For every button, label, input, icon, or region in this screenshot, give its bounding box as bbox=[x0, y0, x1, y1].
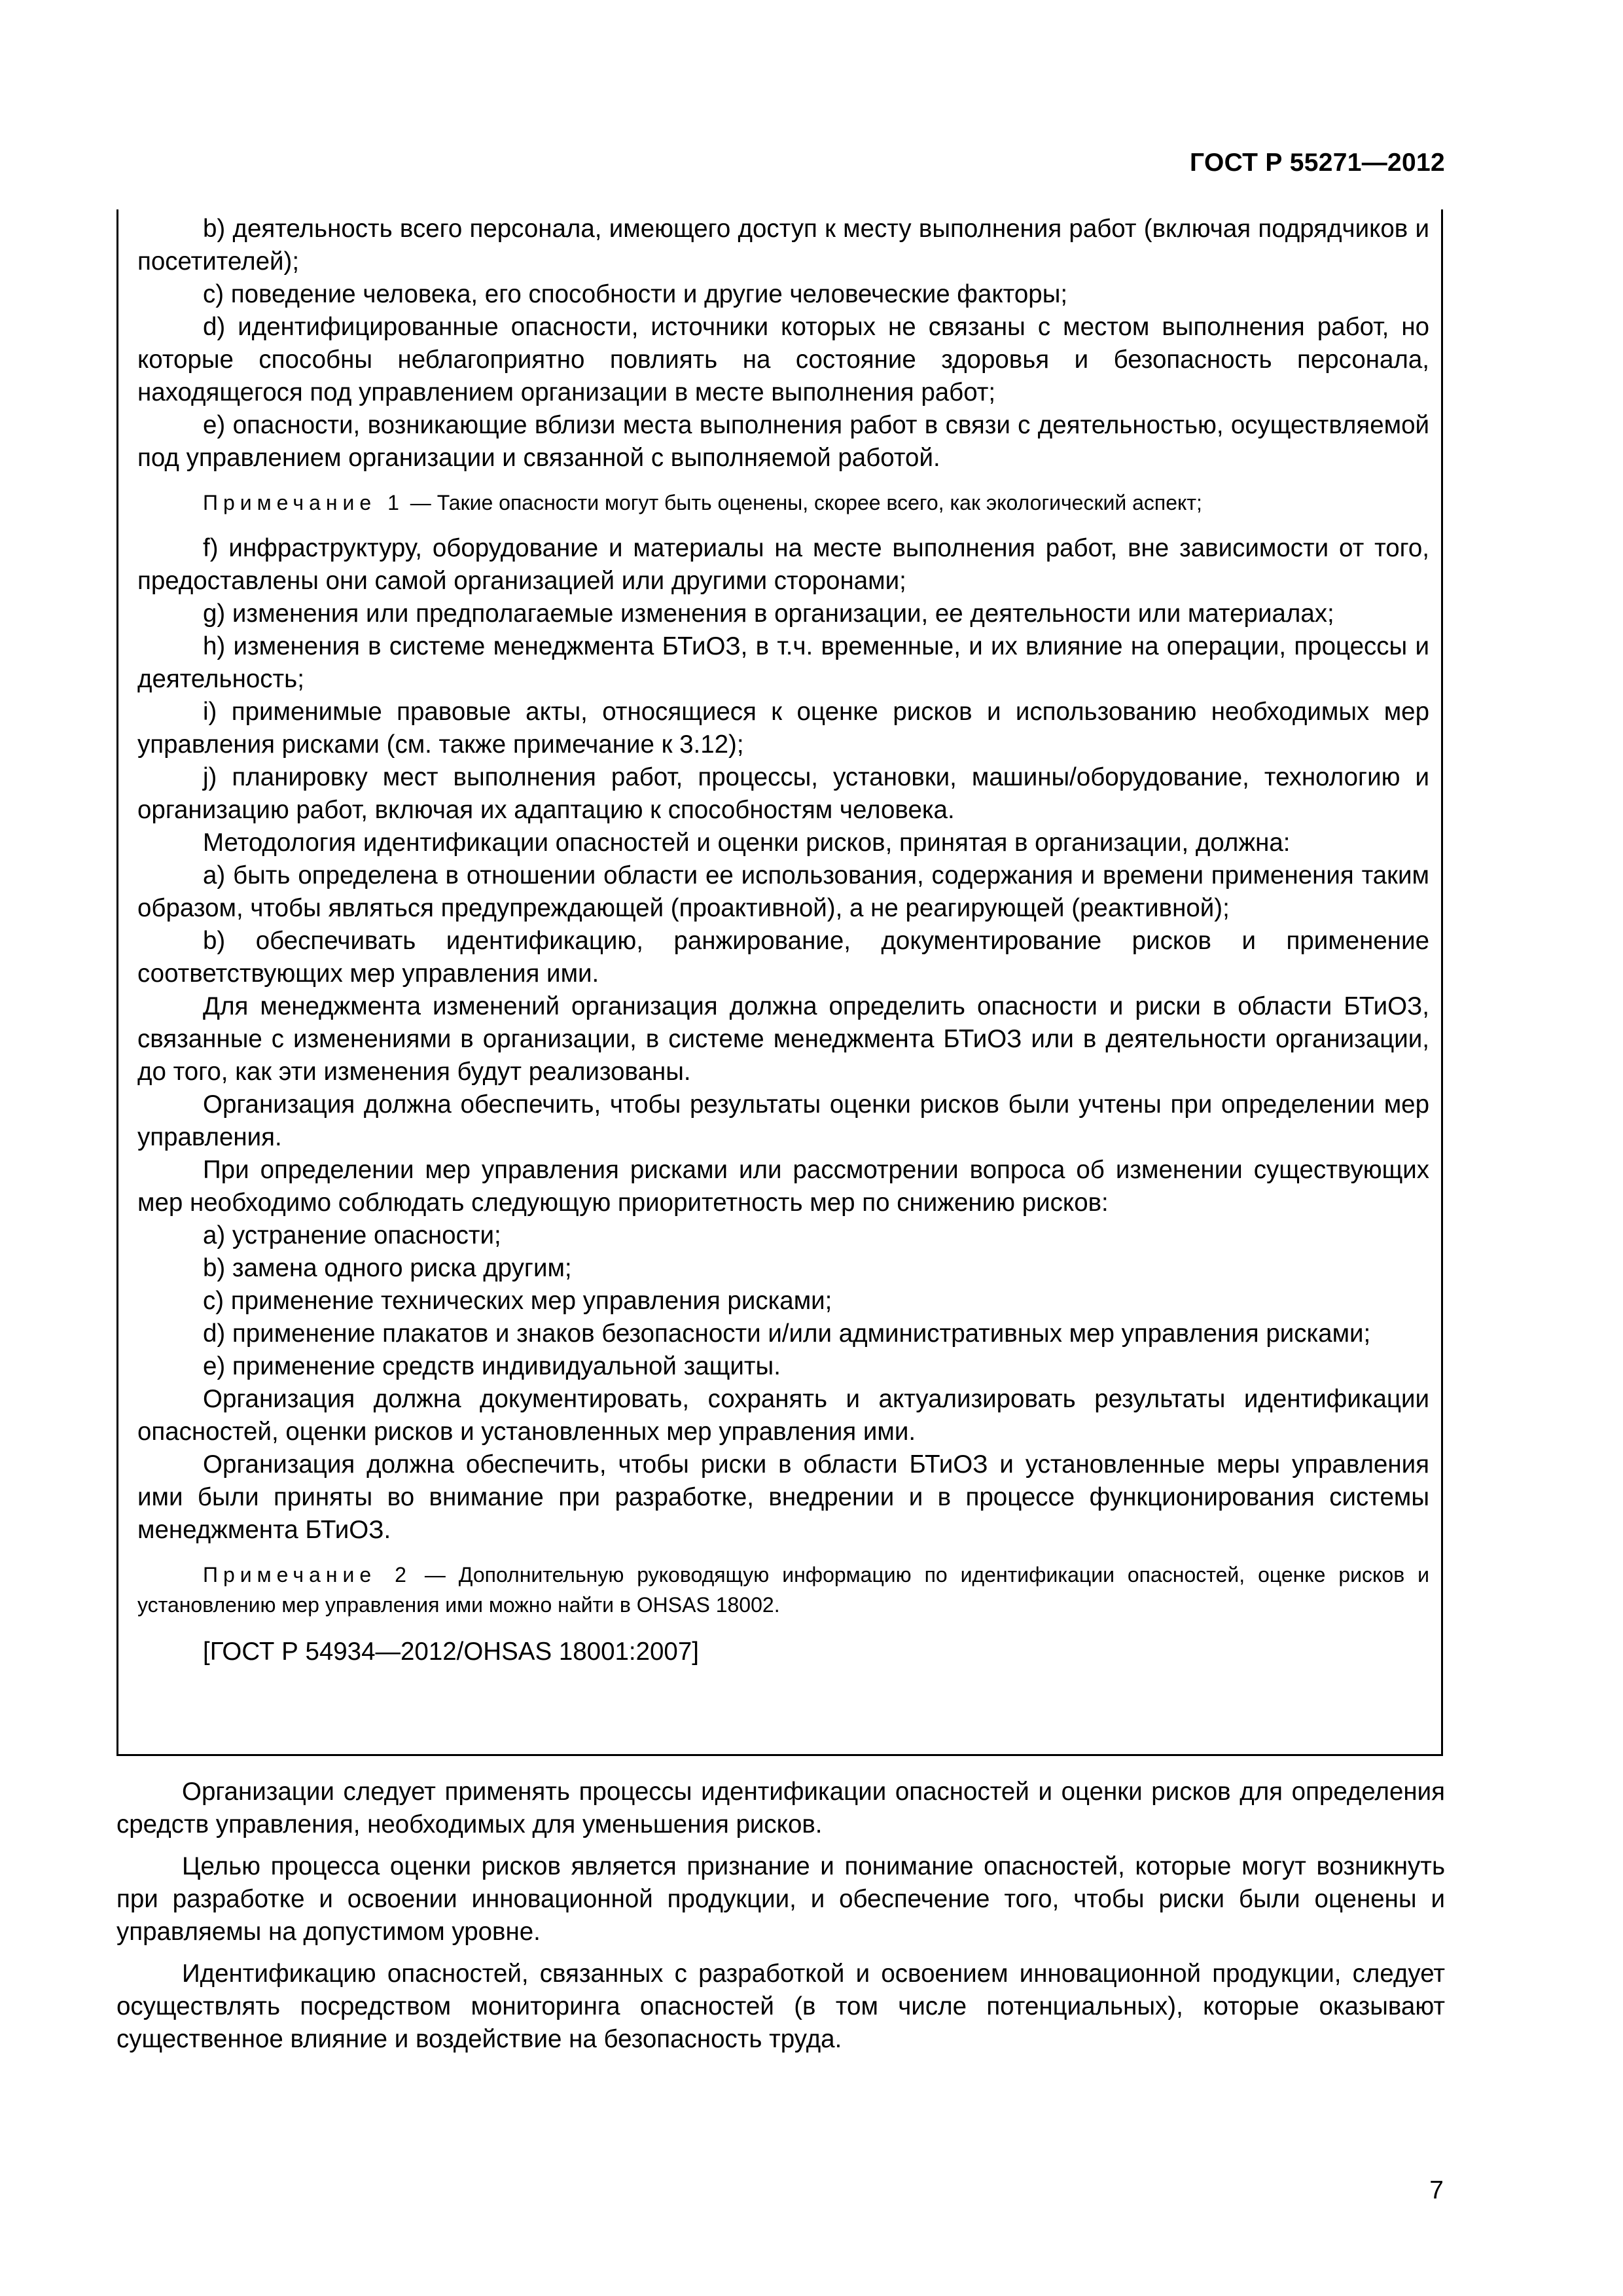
paragraph: Идентификацию опасностей, связанных с разработкой и освоением инновационной продукции, следует осуществлять посредством мониторинга опасностей (в том числе потенциальных), которые оказывают существенное влияние и воздействие на безопасность труда. bbox=[116, 1960, 1445, 2053]
page-number: 7 bbox=[1429, 2176, 1444, 2204]
paragraph: e) применение средств индивидуальной защиты. bbox=[203, 1352, 781, 1380]
quoted-standard-text bbox=[137, 213, 1429, 1668]
note-1-text: — Такие опасности могут быть оценены, скорее всего, как экологический аспект; bbox=[404, 491, 1202, 514]
paragraph: h) изменения в системе менеджмента БТиОЗ, в т.ч. временные, и их влияние на операции, процессы и деятельность; bbox=[137, 632, 1429, 693]
paragraph: Организации следует применять процессы идентификации опасностей и оценки рисков для определения средств управления, необходимых для уменьшения рисков. bbox=[116, 1778, 1445, 1839]
paragraph: i) применимые правовые акты, относящиеся к оценке рисков и использованию необходимых мер управления рисками (см. также примечание к 3.12); bbox=[137, 698, 1429, 759]
paragraph: d) применение плакатов и знаков безопасности и/или административных мер управления рисками; bbox=[203, 1319, 1371, 1348]
paragraph: e) опасности, возникающие вблизи места выполнения работ в связи с деятельностью, осуществляемой под управлением организации и связанной с выполняемой работой. bbox=[137, 411, 1429, 472]
paragraph: Методология идентификации опасностей и оценки рисков, принятая в организации, должна: bbox=[203, 829, 1291, 857]
paragraph: c) применение технических мер управления рисками; bbox=[203, 1287, 832, 1315]
paragraph: j) планировку мест выполнения работ, процессы, установки, машины/оборудование, технологию и организацию работ, включая их адаптацию к способностям человека. bbox=[137, 763, 1429, 824]
note-2-label: Примечание 2 bbox=[203, 1563, 412, 1587]
note-1 bbox=[137, 488, 1429, 518]
document-header: ГОСТ Р 55271—2012 bbox=[1190, 149, 1445, 177]
paragraph: d) идентифицированные опасности, источники которых не связаны с местом выполнения работ, но которые способны неблагоприятно повлиять на состояние здоровья и безопасность персонала, находящегося под управлением организации в месте выполнения работ; bbox=[137, 313, 1429, 406]
paragraph: g) изменения или предполагаемые изменения в организации, ее деятельности или материалах; bbox=[203, 600, 1334, 628]
paragraph: c) поведение человека, его способности и другие человеческие факторы; bbox=[203, 280, 1068, 308]
paragraph: a) быть определена в отношении области ее использования, содержания и времени применения таким образом, чтобы являться предупреждающей (проактивной), а не реагирующей (реактивной); bbox=[137, 861, 1429, 922]
paragraph: Организация должна обеспечить, чтобы риски в области БТиОЗ и установленные меры управления ими были приняты во внимание при разработке, внедрении и в процессе функционирования системы менеджмента БТиОЗ. bbox=[137, 1450, 1429, 1544]
paragraph: Целью процесса оценки рисков является признание и понимание опасностей, которые могут возникнуть при разработке и освоении инновационной продукции, и обеспечение того, чтобы риски были оценены и управляемы на допустимом уровне. bbox=[116, 1852, 1445, 1946]
paragraph: a) устранение опасности; bbox=[203, 1221, 501, 1249]
paragraph: b) замена одного риска другим; bbox=[203, 1254, 572, 1282]
paragraph: Организация должна документировать, сохранять и актуализировать результаты идентификации опасностей, оценки рисков и установленных мер управления ими. bbox=[137, 1385, 1429, 1446]
body-text bbox=[116, 1776, 1445, 2056]
paragraph: b) обеспечивать идентификацию, ранжирование, документирование рисков и применение соответствующих мер управления ими. bbox=[137, 927, 1429, 988]
paragraph: f) инфраструктуру, оборудование и материалы на месте выполнения работ, вне зависимости от того, предоставлены они самой организацией или другими сторонами; bbox=[137, 534, 1429, 595]
standard-reference: [ГОСТ Р 54934—2012/OHSAS 18001:2007] bbox=[203, 1638, 699, 1666]
note-2-text: — Дополнительную руководящую информацию по идентификации опасностей, оценке рисков и установлению мер управления ими можно найти в OHSAS 18002. bbox=[137, 1563, 1430, 1617]
paragraph: Организация должна обеспечить, чтобы результаты оценки рисков были учтены при определении мер управления. bbox=[137, 1090, 1429, 1151]
note-2 bbox=[137, 1560, 1429, 1620]
paragraph: b) деятельность всего персонала, имеющего доступ к месту выполнения работ (включая подрядчиков и посетителей); bbox=[137, 215, 1429, 276]
note-1-label: Примечание 1 bbox=[203, 491, 404, 514]
paragraph: При определении мер управления рисками или рассмотрении вопроса об изменении существующих мер необходимо соблюдать следующую приоритетность мер по снижению рисков: bbox=[137, 1156, 1429, 1217]
paragraph: Для менеджмента изменений организация должна определить опасности и риски в области БТиОЗ, связанные с изменениями в организации, в системе менеджмента БТиОЗ или в деятельности организации, до того, как эти изменения будут реализованы. bbox=[137, 992, 1429, 1086]
